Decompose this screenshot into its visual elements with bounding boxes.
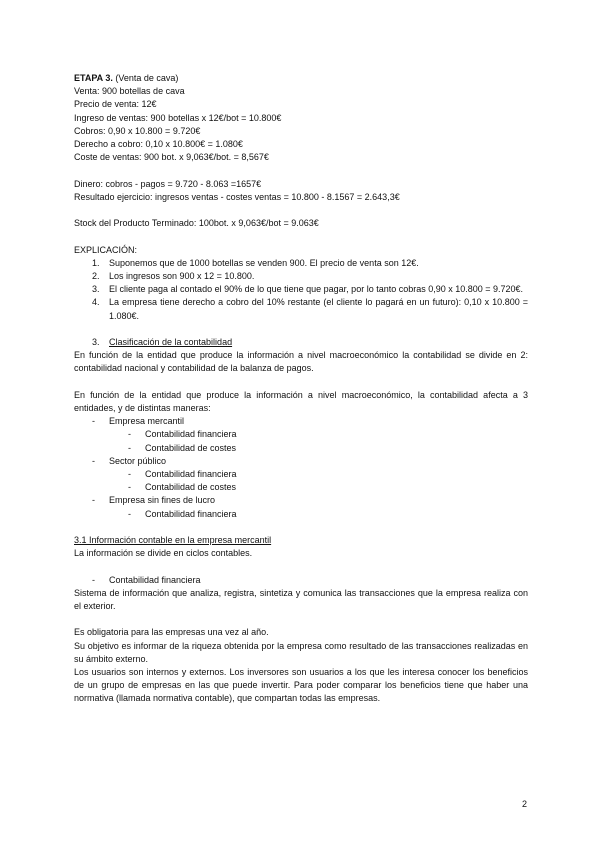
dash-bullet: - (92, 416, 95, 427)
section31-intro: La información se divide en ciclos contables. (74, 548, 253, 559)
explicacion-title: EXPLICACIÓN: (74, 244, 138, 255)
etapa-line: Venta: 900 botellas de cava (74, 86, 185, 97)
dash-bullet: - (92, 495, 95, 506)
section31-definition: Sistema de información que analiza, registra, sintetiza y comunica las transacciones que la empresa realiza con el exterior. (74, 587, 528, 612)
section3-title: Clasificación de la contabilidad (109, 337, 233, 347)
stock-line: Stock del Producto Terminado: 100bot. x 9,063€/bot = 9.063€ (74, 218, 319, 229)
document-page (74, 72, 528, 706)
section31-paragraph-3: Los usuarios son internos y externos. Los inversores son usuarios a los que les interesa conocer los beneficios de un grupo de empresas en las que puede invertir. Para poder comparar los beneficios tiene que haber una normativa (llamada normativa contable), que compartan todas las empresas. (74, 667, 528, 704)
etapa-line: Ingreso de ventas: 900 botellas x 12€/bot = 10.800€ (74, 112, 282, 123)
list-text: Los ingresos son 900 x 12 = 10.800. (109, 271, 255, 281)
etapa-subtitle: (Venta de cava) (112, 73, 179, 83)
dash-bullet: - (128, 482, 131, 493)
etapa-line: Precio de venta: 12€ (74, 99, 157, 110)
entity-sub-name: Contabilidad financiera (145, 469, 237, 480)
entity-name: Empresa sin fines de lucro (109, 495, 216, 506)
dash-bullet: - (128, 469, 131, 480)
section31-paragraph-1: Es obligatoria para las empresas una vez al año. (74, 627, 269, 638)
entity-name: Sector público (109, 455, 167, 466)
etapa-line: Coste de ventas: 900 bot. x 9,063€/bot. = 8,567€ (74, 152, 269, 163)
etapa-line: Cobros: 0,90 x 10.800 = 9.720€ (74, 125, 201, 136)
section31-title: 3.1 Información contable en la empresa mercantil (74, 535, 272, 546)
list-item (74, 283, 528, 296)
dash-bullet: - (128, 508, 131, 519)
entity-sub-item (74, 428, 528, 441)
dash-bullet: - (92, 455, 95, 466)
section31-bullet (74, 574, 528, 587)
entity-sub-item (74, 442, 528, 455)
list-item (74, 296, 528, 322)
list-text: Suponemos que de 1000 botellas se venden 900. El precio de venta son 12€. (109, 257, 419, 268)
resultado-line: Resultado ejercicio: ingresos ventas - costes ventas = 10.800 - 8.1567 = 2.643,3€ (74, 191, 400, 202)
entity-sub-name: Contabilidad financiera (145, 429, 237, 440)
section3-heading (74, 336, 528, 349)
dash-bullet: - (92, 574, 95, 585)
page-number: 2 (522, 799, 528, 809)
list-number: 4. (92, 297, 100, 308)
section3-paragraph-1: En función de la entidad que produce la información a nivel macroeconómico la contabilidad se divide en 2: contabilidad nacional y contabilidad de la balanza de pagos. (74, 350, 528, 374)
dash-bullet: - (128, 429, 131, 440)
entity-sub-name: Contabilidad de costes (145, 442, 237, 453)
list-text: La empresa tiene derecho a cobro del 10% restante (el cliente lo pagará en un futuro): 0,10 x 10.800 = 1.080€. (109, 297, 528, 321)
list-item (74, 257, 528, 270)
entity-sub-item (74, 481, 528, 494)
entity-sub-name: Contabilidad financiera (145, 508, 237, 519)
dinero-line: Dinero: cobros - pagos = 9.720 - 8.063 =1657€ (74, 178, 262, 189)
entity-sub-item (74, 468, 528, 481)
entity-item (74, 494, 528, 507)
section3-number: 3. (92, 337, 100, 347)
entity-item (74, 455, 528, 468)
explicacion-list (74, 257, 528, 323)
entity-sub-name: Contabilidad de costes (145, 482, 237, 493)
list-item (74, 270, 528, 283)
list-number: 2. (92, 271, 100, 281)
entity-item (74, 415, 528, 428)
section31-paragraph-2: Su objetivo es informar de la riqueza obtenida por la empresa como resultado de las transacciones realizadas en su ámbito externo. (74, 640, 528, 664)
section3-paragraph-2: En función de la entidad que produce la información a nivel macroeconómico, la contabilidad afecta a 3 entidades, y de distintas maneras: (74, 389, 528, 413)
etapa-heading (74, 72, 528, 85)
dash-bullet: - (128, 442, 131, 453)
etapa-line: Derecho a cobro: 0,10 x 10.800€ = 1.080€ (74, 139, 243, 150)
list-text: El cliente paga al contado el 90% de lo que tiene que pagar, por lo tanto cobras 0,90 x 10.800 = 9.720€. (109, 284, 524, 295)
list-number: 1. (92, 257, 100, 268)
entity-name: Empresa mercantil (109, 416, 185, 427)
etapa-title: ETAPA 3. (74, 73, 113, 83)
section31-bullet-label: Contabilidad financiera (109, 574, 201, 585)
list-number: 3. (92, 284, 100, 295)
entity-sub-item (74, 508, 528, 521)
